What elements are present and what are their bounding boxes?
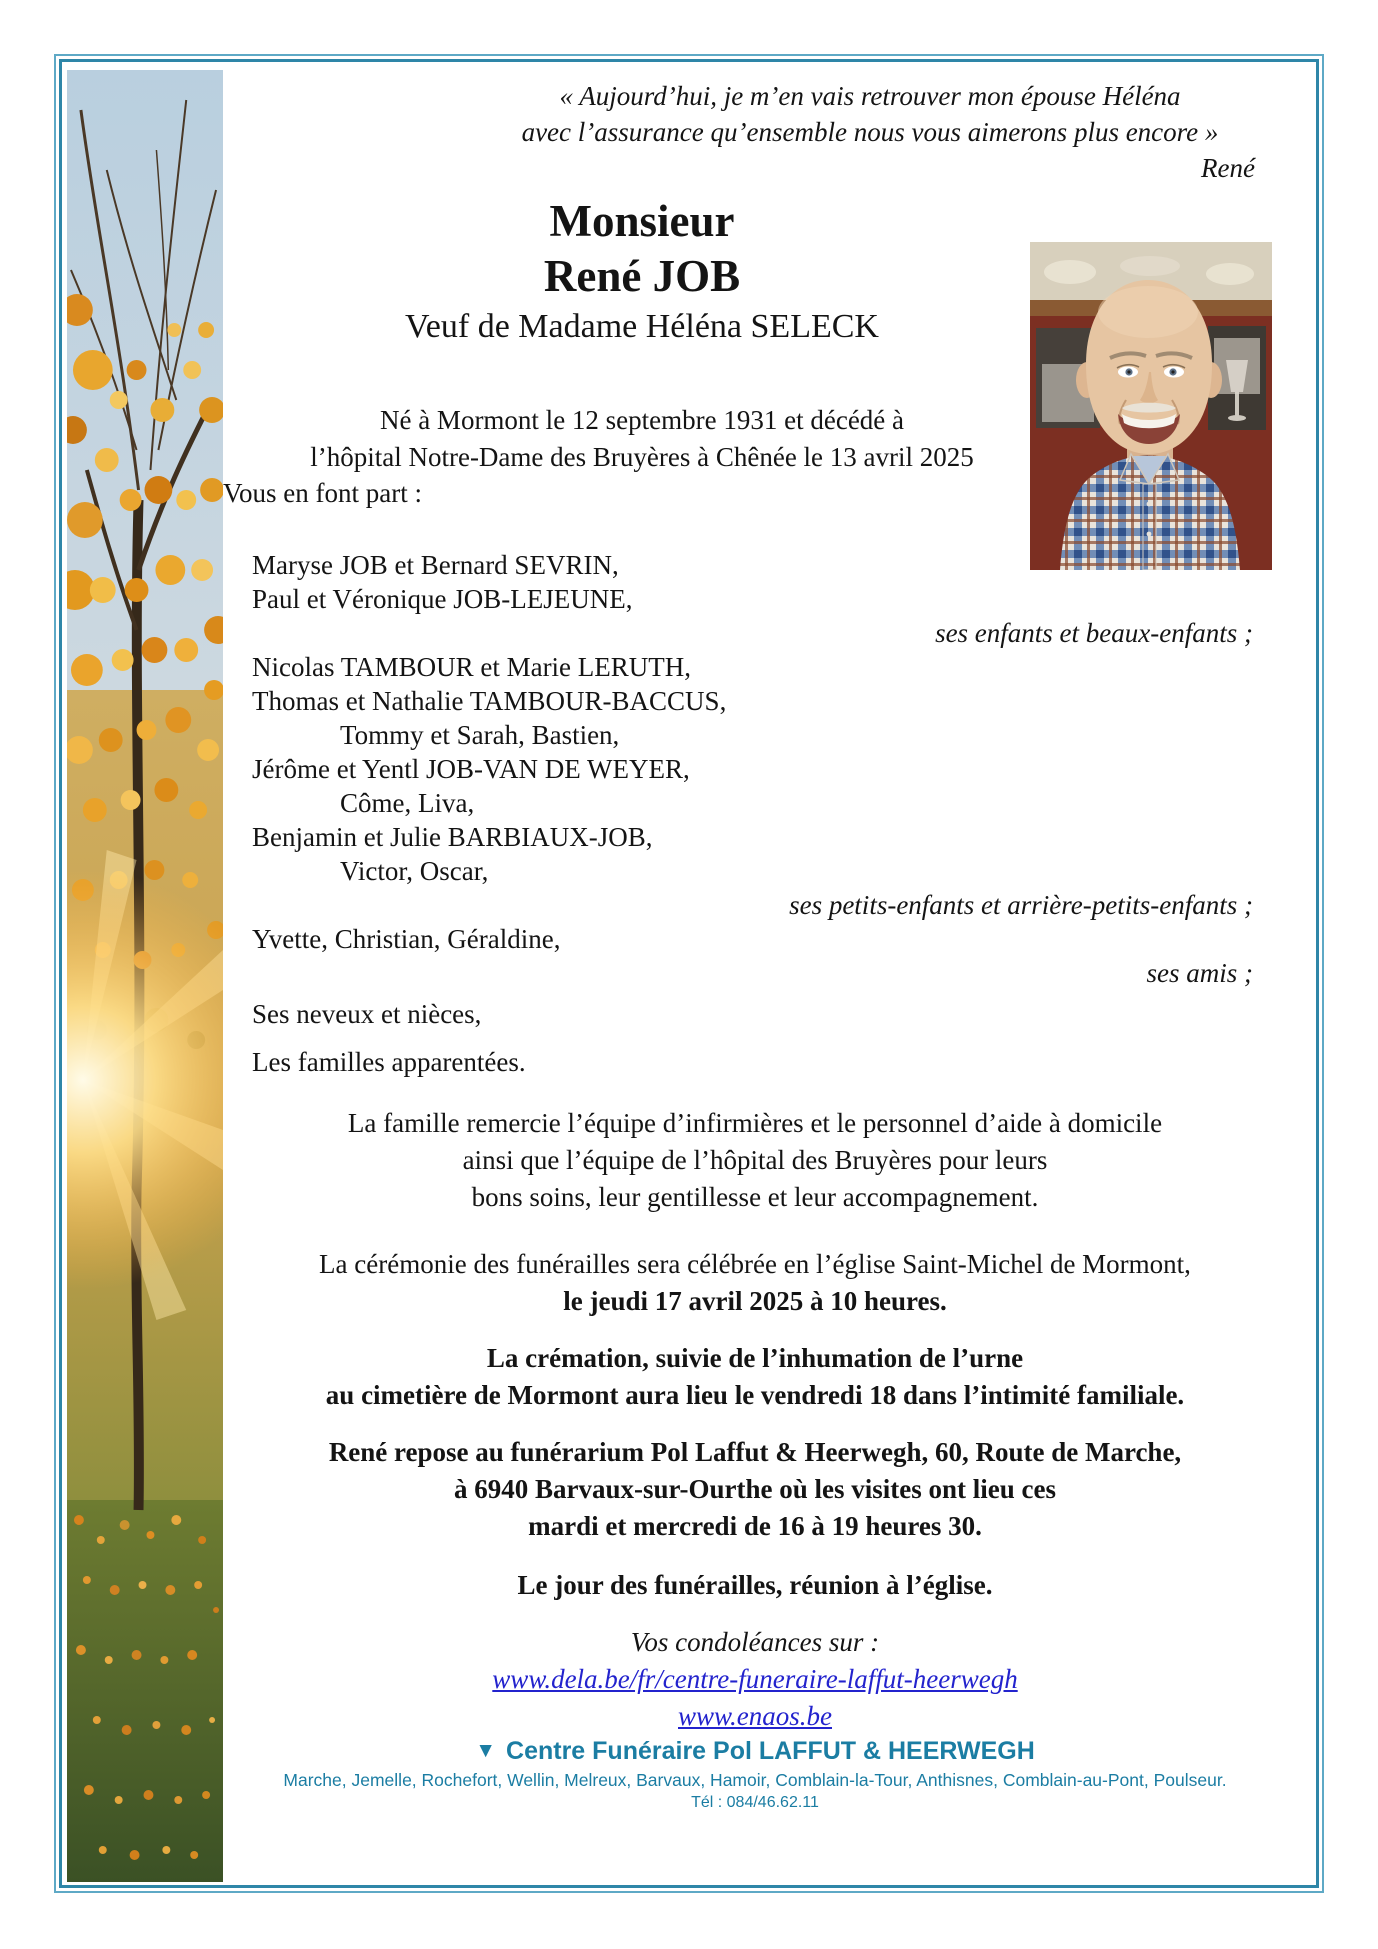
death-line: l’hôpital Notre-Dame des Bruyères à Chênée le 13 avril 2025 bbox=[310, 442, 974, 472]
funeral-home-name: Centre Funéraire Pol LAFFUT & HEERWEGH bbox=[506, 1737, 1035, 1765]
family-line: Côme, Liva, bbox=[340, 788, 475, 818]
repose-line: René repose au funérarium Pol Laffut & Heerwegh, 60, Route de Marche, bbox=[328, 1437, 1182, 1467]
thanks-paragraph bbox=[227, 1105, 1283, 1216]
funeral-home-footer bbox=[227, 1735, 1283, 1813]
funeral-day-line: Le jour des funérailles, réunion à l’église. bbox=[517, 1570, 993, 1600]
family-line: Tommy et Sarah, Bastien, bbox=[340, 720, 620, 750]
repose-line: mardi et mercredi de 16 à 19 heures 30. bbox=[528, 1511, 982, 1541]
ceremony-paragraph bbox=[227, 1246, 1283, 1320]
birth-line: Né à Mormont le 12 septembre 1931 et décédé à bbox=[379, 405, 905, 435]
relationship-label: ses amis ; bbox=[1146, 958, 1253, 988]
condolences-block bbox=[227, 1624, 1283, 1735]
announcement-content bbox=[223, 62, 1315, 1813]
thanks-line: bons soins, leur gentillesse et leur accompagnement. bbox=[471, 1182, 1039, 1212]
family-line: Maryse JOB et Bernard SEVRIN, bbox=[252, 550, 619, 580]
thanks-line: La famille remercie l’équipe d’infirmières et le personnel d’aide à domicile bbox=[347, 1108, 1163, 1138]
family-line: Thomas et Nathalie TAMBOUR-BACCUS, bbox=[252, 686, 727, 716]
family-line: Yvette, Christian, Géraldine, bbox=[252, 924, 561, 954]
family-line: Jérôme et Yentl JOB-VAN DE WEYER, bbox=[252, 754, 690, 784]
condolences-label: Vos condoléances sur : bbox=[630, 1627, 880, 1657]
family-line: Ses neveux et nièces, bbox=[252, 999, 482, 1029]
cremation-line: au cimetière de Mormont aura lieu le vendredi 18 dans l’intimité familiale. bbox=[325, 1380, 1185, 1410]
repose-line: à 6940 Barvaux-sur-Ourthe où les visites ont lieu ces bbox=[454, 1474, 1056, 1504]
funeral-home-phone: Tél : 084/46.62.11 bbox=[691, 1794, 819, 1811]
family-line: Victor, Oscar, bbox=[340, 856, 489, 886]
deceased-name: René JOB bbox=[543, 251, 741, 301]
family-line: Benjamin et Julie BARBIAUX-JOB, bbox=[252, 822, 653, 852]
funeral-day-paragraph bbox=[227, 1567, 1283, 1604]
birth-death-lines bbox=[249, 402, 1035, 476]
ceremony-line: La cérémonie des funérailles sera célébrée en l’église Saint-Michel de Mormont, bbox=[319, 1249, 1191, 1279]
cremation-line: La crémation, suivie de l’inhumation de l’urne bbox=[486, 1343, 1024, 1373]
down-triangle-icon: ▼ bbox=[475, 1739, 497, 1762]
cremation-paragraph bbox=[227, 1340, 1283, 1414]
funeral-home-brand bbox=[227, 1735, 1283, 1769]
family-line: Les familles apparentées. bbox=[252, 1047, 526, 1077]
announcement-intro: Vous en font part : bbox=[223, 478, 422, 508]
title-civility: Monsieur bbox=[549, 196, 735, 246]
relationship-label: ses enfants et beaux-enfants ; bbox=[935, 618, 1253, 648]
quote-signature: René bbox=[1201, 153, 1255, 183]
opening-quote bbox=[485, 78, 1255, 186]
ceremony-datetime: le jeudi 17 avril 2025 à 10 heures. bbox=[563, 1286, 947, 1316]
condolence-link-dela[interactable]: www.dela.be/fr/centre-funeraire-laffut-heerwegh bbox=[492, 1664, 1018, 1694]
autumn-photo-strip bbox=[67, 70, 223, 1882]
condolence-link-enaos[interactable]: www.enaos.be bbox=[678, 1701, 832, 1731]
relationship-label: ses petits-enfants et arrière-petits-enfants ; bbox=[789, 890, 1253, 920]
family-list bbox=[252, 548, 1315, 1079]
family-line: Nicolas TAMBOUR et Marie LERUTH, bbox=[252, 652, 692, 682]
deceased-header bbox=[249, 194, 1035, 350]
widower-line: Veuf de Madame Héléna SELECK bbox=[405, 308, 879, 345]
quote-line: avec l’assurance qu’ensemble nous vous aimerons plus encore » bbox=[521, 117, 1219, 147]
thanks-line: ainsi que l’équipe de l’hôpital des Bruyères pour leurs bbox=[462, 1145, 1048, 1175]
quote-line: « Aujourd’hui, je m’en vais retrouver mon épouse Héléna bbox=[559, 81, 1181, 111]
repose-paragraph bbox=[227, 1434, 1283, 1545]
family-line: Paul et Véronique JOB-LEJEUNE, bbox=[252, 584, 633, 614]
funeral-home-locations: Marche, Jemelle, Rochefort, Wellin, Melreux, Barvaux, Hamoir, Comblain-la-Tour, Anthisnes, Comblain-au-Pont, Poulseur. bbox=[283, 1770, 1227, 1790]
